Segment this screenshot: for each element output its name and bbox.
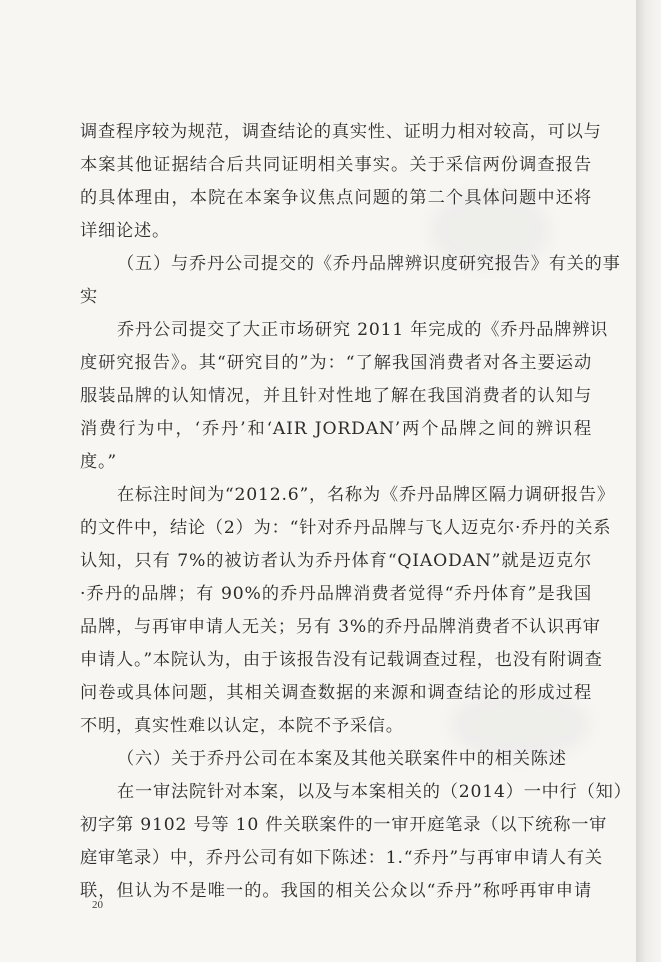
text-line: 的具体理由，本院在本案争议焦点问题的第二个具体问题中还将 xyxy=(80,188,592,208)
text-line: 在一审法院针对本案，以及与本案相关的（2014）一中行（知） xyxy=(117,782,632,802)
text-line: 庭审笔录）中，乔丹公司有如下陈述：1.“乔丹”与再审申请人有关 xyxy=(80,848,603,868)
section-heading: （五）与乔丹公司提交的《乔丹品牌辨识度研究报告》有关的事 xyxy=(117,254,621,274)
text-line: 在标注时间为“2012.6”，名称为《乔丹品牌区隔力调研报告》 xyxy=(117,485,615,505)
text-line: 不明，真实性难以认定，本院不予采信。 xyxy=(80,716,404,736)
text-line: 度。” xyxy=(80,452,117,472)
text-line: 乔丹公司提交了大正市场研究 2011 年完成的《乔丹品牌辨识 xyxy=(117,320,609,340)
text-line: ·乔丹的品牌；有 90%的乔丹品牌消费者觉得“乔丹体育”是我国 xyxy=(80,584,592,604)
text-line: 消费行为中，‘乔丹’和‘AIR JORDAN’两个品牌之间的辨识程 xyxy=(80,419,592,439)
text-line: 本案其他证据结合后共同证明相关事实。关于采信两份调查报告 xyxy=(80,155,592,175)
text-line: 调查程序较为规范，调查结论的真实性、证明力相对较高，可以与 xyxy=(80,122,602,142)
text-line: 详细论述。 xyxy=(80,221,170,241)
page-number: 20 xyxy=(92,899,103,911)
text-line: 品牌，与再审申请人无关；另有 3%的乔丹品牌消费者不认识再审 xyxy=(80,617,601,637)
text-line: 申请人。”本院认为，由于该报告没有记载调查过程，也没有附调查 xyxy=(80,650,603,670)
text-line: 服装品牌的认知情况，并且针对性地了解在我国消费者的认知与 xyxy=(80,386,592,406)
section-heading: （六）关于乔丹公司在本案及其他关联案件中的相关陈述 xyxy=(117,749,567,769)
text-line: 度研究报告》。其“研究目的”为：“了解我国消费者对各主要运动 xyxy=(80,353,592,373)
text-line: 联，但认为不是唯一的。我国的相关公众以“乔丹”称呼再审申请 xyxy=(80,881,592,901)
page-edge xyxy=(636,0,661,962)
text-line: 实 xyxy=(80,287,98,307)
text-line: 的文件中，结论（2）为：“针对乔丹品牌与飞人迈克尔·乔丹的关系 xyxy=(80,518,612,538)
text-line: 初字第 9102 号等 10 件关联案件的一审开庭笔录（以下统称一审 xyxy=(80,815,608,835)
text-line: 认知，只有 7%的被访者认为乔丹体育“QIAODAN”就是迈克尔 xyxy=(80,551,592,571)
text-line: 问卷或具体问题，其相关调查数据的来源和调查结论的形成过程 xyxy=(80,683,592,703)
